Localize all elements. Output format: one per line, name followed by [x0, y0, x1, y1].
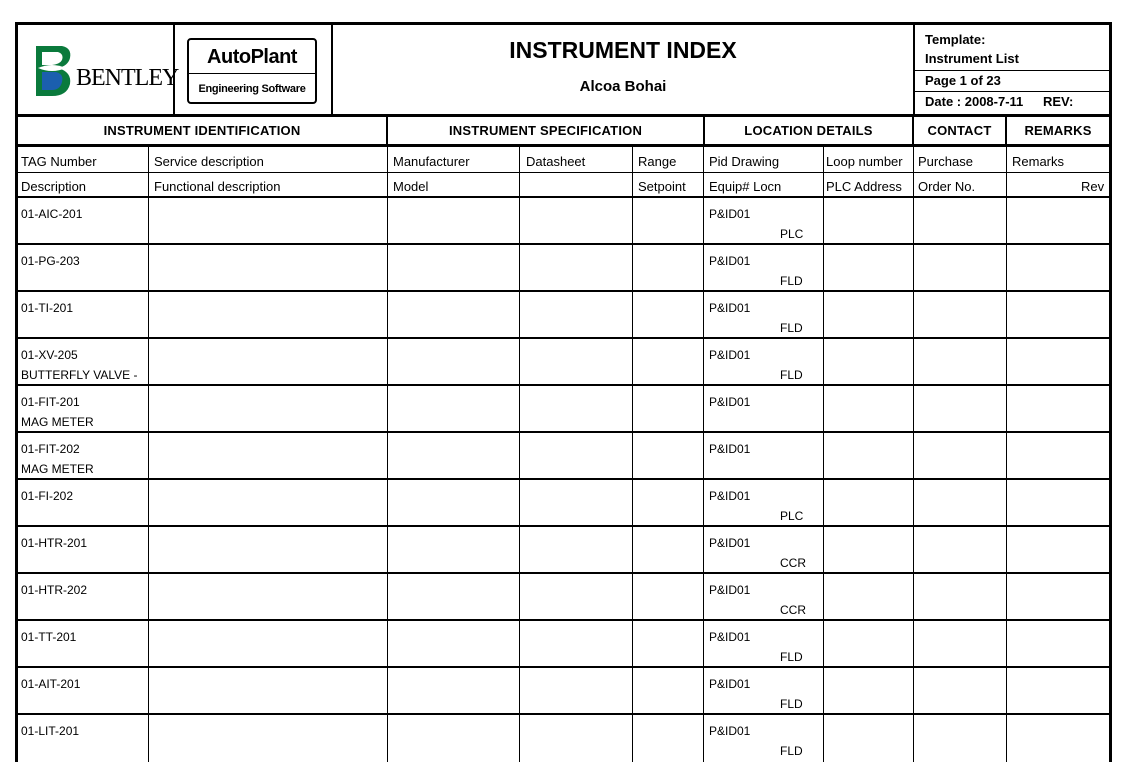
col-description: Description	[21, 179, 87, 194]
col-purchase: Purchase	[918, 154, 973, 169]
tag-number: 01-PG-203	[21, 254, 80, 268]
tag-number: 01-TT-201	[21, 630, 77, 644]
location-code: CCR	[780, 603, 806, 617]
col-order-no: Order No.	[918, 179, 976, 194]
table-row	[17, 432, 1110, 479]
tag-number: 01-HTR-201	[21, 536, 88, 550]
tag-number: 01-FIT-202	[21, 442, 80, 456]
col-range: Range	[638, 154, 677, 169]
table-row	[17, 244, 1110, 291]
template-name: Instrument List	[925, 51, 1019, 66]
table-row	[17, 620, 1110, 667]
row-divider	[17, 337, 1110, 339]
tag-number: 01-TI-201	[21, 301, 74, 315]
col-datasheet: Datasheet	[526, 154, 586, 169]
col-rev: Rev	[1081, 179, 1105, 194]
group-bottom-line	[15, 144, 1112, 147]
location-code: PLC	[780, 227, 804, 241]
pid-drawing: P&ID01	[709, 254, 751, 268]
row-divider	[17, 431, 1110, 433]
product-name: AutoPlant	[207, 46, 297, 68]
location-code: FLD	[780, 321, 803, 335]
pid-drawing: P&ID01	[709, 677, 751, 691]
instrument-description: MAG METER	[21, 415, 94, 429]
instrument-description: MAG METER	[21, 462, 94, 476]
table-row	[17, 573, 1110, 620]
product-subtitle: Engineering Software	[198, 83, 306, 95]
col-manufacturer: Manufacturer	[393, 154, 470, 169]
col-equip-locn: Equip# Locn	[709, 179, 782, 194]
pid-drawing: P&ID01	[709, 207, 751, 221]
page-title: INSTRUMENT INDEX	[509, 37, 737, 63]
table-row	[17, 291, 1110, 338]
col-tag-number: TAG Number	[21, 154, 97, 169]
row-divider	[17, 572, 1110, 574]
col-remarks: Remarks	[1012, 154, 1065, 169]
location-code: FLD	[780, 274, 803, 288]
pid-drawing: P&ID01	[709, 724, 751, 738]
tag-number: 01-FIT-201	[21, 395, 80, 409]
location-code: FLD	[780, 650, 803, 664]
row-divider	[17, 243, 1110, 245]
row-divider	[17, 384, 1110, 386]
info-line	[914, 91, 1110, 92]
tag-number: 01-FI-202	[21, 489, 74, 503]
group-specification: INSTRUMENT SPECIFICATION	[448, 123, 643, 138]
tag-number: 01-HTR-202	[21, 583, 88, 597]
page-number: Page 1 of 23	[925, 73, 1001, 88]
pid-drawing: P&ID01	[709, 583, 751, 597]
pid-drawing: P&ID01	[709, 301, 751, 315]
autoplant-logo	[187, 38, 317, 104]
table-row	[17, 714, 1110, 761]
table-row	[17, 197, 1110, 244]
template-label: Template:	[925, 32, 986, 47]
document-date: Date : 2008-7-11	[925, 94, 1024, 109]
location-code: FLD	[780, 368, 803, 382]
product-separator	[189, 73, 315, 74]
bentley-logo	[32, 44, 179, 98]
table-row	[17, 385, 1110, 432]
column-header-line	[17, 172, 1110, 173]
group-contact: CONTACT	[927, 123, 992, 138]
col-loop-number: Loop number	[826, 154, 903, 169]
row-divider	[17, 290, 1110, 292]
col-functional-description: Functional description	[154, 179, 281, 194]
pid-drawing: P&ID01	[709, 536, 751, 550]
location-code: FLD	[780, 697, 803, 711]
row-divider	[17, 666, 1110, 668]
group-identification: INSTRUMENT IDENTIFICATION	[103, 123, 301, 138]
title-divider	[331, 22, 333, 116]
location-code: CCR	[780, 556, 806, 570]
row-divider	[17, 713, 1110, 715]
table-row	[17, 338, 1110, 385]
tag-number: 01-LIT-201	[21, 724, 80, 738]
instrument-description: BUTTERFLY VALVE -	[21, 368, 138, 382]
title-bottom-line	[15, 114, 1112, 117]
group-remarks: REMARKS	[1024, 123, 1092, 138]
pid-drawing: P&ID01	[709, 395, 751, 409]
info-line	[914, 70, 1110, 71]
table-row	[17, 667, 1110, 714]
table-row	[17, 526, 1110, 573]
revision-label: REV:	[1043, 94, 1074, 109]
table-row	[17, 479, 1110, 526]
title-divider	[913, 22, 915, 116]
col-plc-address: PLC Address	[826, 179, 902, 194]
pid-drawing: P&ID01	[709, 489, 751, 503]
tag-number: 01-AIT-201	[21, 677, 81, 691]
pid-drawing: P&ID01	[709, 348, 751, 362]
col-model: Model	[393, 179, 429, 194]
location-code: PLC	[780, 509, 804, 523]
col-setpoint: Setpoint	[638, 179, 686, 194]
col-service-description: Service description	[154, 154, 264, 169]
border-top	[15, 22, 1112, 25]
brand-name: BENTLEY	[76, 65, 179, 91]
pid-drawing: P&ID01	[709, 630, 751, 644]
tag-number: 01-AIC-201	[21, 207, 83, 221]
tag-number: 01-XV-205	[21, 348, 78, 362]
location-code: FLD	[780, 744, 803, 758]
row-divider	[17, 619, 1110, 621]
row-divider	[17, 478, 1110, 480]
row-divider	[17, 525, 1110, 527]
pid-drawing: P&ID01	[709, 442, 751, 456]
col-pid-drawing: Pid Drawing	[709, 154, 780, 169]
group-location: LOCATION DETAILS	[744, 123, 873, 138]
project-name: Alcoa Bohai	[579, 78, 667, 95]
